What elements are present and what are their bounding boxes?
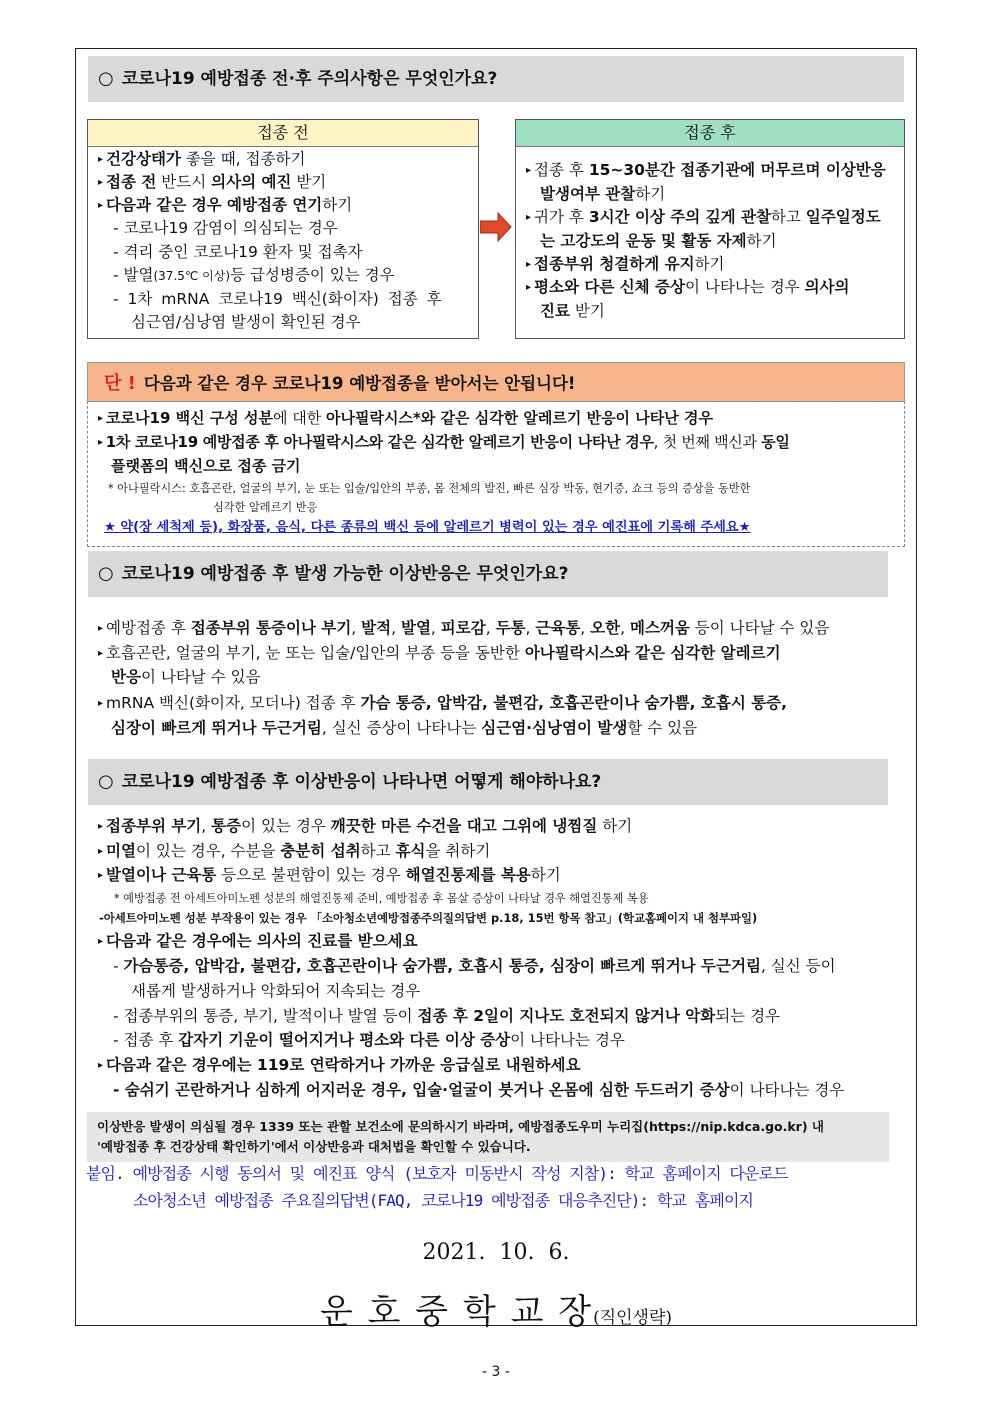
action-item-3: ▸ 발열이나 근육통 등으로 불편함이 있는 경우 해열진통제를 복용하기: [98, 866, 561, 884]
bullet-icon: ▸: [98, 846, 104, 857]
circle-marker: ○: [98, 68, 114, 89]
before-item-1: ▸ 건강상태가 좋을 때, 접종하기: [98, 150, 306, 168]
before-sub-2: - 격리 중인 코로나19 환자 및 접촉자: [113, 243, 363, 261]
action-sub-3: - 접종 후 갑자기 기운이 떨어지거나 평소와 다른 이상 증상이 나타나는 경우: [113, 1031, 625, 1049]
bullet-icon: ▸: [98, 698, 104, 709]
warning-item-2-cont: 플랫폼의 백신으로 접종 금기: [111, 457, 301, 475]
section-heading-precautions: [88, 56, 904, 102]
before-header: 접종 전: [88, 120, 478, 147]
action-item-2: ▸ 미열이 있는 경우, 수분을 충분히 섭취하고 휴식을 취하기: [98, 842, 491, 860]
reaction-item-2: ▸ 호흡곤란, 얼굴의 부기, 눈 또는 입술/입안의 부종 등을 동반한 아나필락시스와 같은 심각한 알레르기: [98, 644, 781, 662]
after-item-3: ▸ 접종부위 청결하게 유지하기: [526, 255, 725, 273]
bullet-icon: ▸: [98, 413, 104, 424]
circle-marker: ○: [98, 563, 114, 584]
bullet-icon: ▸: [98, 437, 103, 448]
reaction-item-1: ▸ 예방접종 후 접종부위 통증이나 부기, 발적, 발열, 피로감, 두통, 근육통, 오한, 메스꺼움 등이 나타날 수 있음: [98, 619, 830, 637]
reaction-item-3: ▸ mRNA 백신(화이자, 모더나) 접종 후 가슴 통증, 압박감, 불편감, 호흡곤란이나 숨가쁨, 호흡시 통증,: [98, 694, 788, 712]
signature: [0, 1284, 992, 1333]
page-number: - 3 -: [482, 1364, 510, 1380]
section-heading-what-to-do: [88, 759, 888, 805]
bullet-icon: ▸: [526, 165, 532, 176]
before-sub-4: - 1차 mRNA 코로나19 백신(화이자) 접종 후: [113, 290, 442, 308]
bullet-icon: ▸: [98, 821, 104, 832]
after-item-4-cont: 진료 받기: [540, 302, 605, 320]
action-note-1: * 예방접종 전 아세트아미노펜 성분의 해열진통제 준비, 예방접종 후 몸살 증상이 나타날 경우 해열진통제 복용: [114, 892, 649, 905]
notice-line-2: '예방접종 후 건강상태 확인하기'에서 이상반응과 대처법을 확인할 수 있습니다.: [97, 1139, 531, 1154]
action-sub-1: - 가슴통증, 압박감, 불편감, 호흡곤란이나 숨가쁨, 호흡시 통증, 심장이 빠르게 뛰거나 두근거림, 실신 등이: [113, 957, 836, 975]
action-sub-2: - 접종부위의 통증, 부기, 발적이나 발열 등이 접종 후 2일이 지나도 호전되지 않거나 악화되는 경우: [113, 1007, 781, 1025]
consultation-notice: [87, 1112, 889, 1162]
heading-text: 코로나19 예방접종 전·후 주의사항은 무엇인가요?: [121, 68, 498, 89]
bullet-icon: ▸: [98, 648, 104, 659]
bullet-icon: ▸: [526, 282, 532, 293]
warning-item-2: ▸ 1차 코로나19 예방접종 후 아나필락시스와 같은 심각한 알레르기 반응이 나타난 경우, 첫 번째 백신과 동일: [98, 433, 790, 451]
heading-text: 코로나19 예방접종 후 발생 가능한 이상반응은 무엇인가요?: [121, 563, 569, 584]
attachment-line-2: 소아청소년 예방접종 주요질의답변(FAQ, 코로나19 예방접종 대응추진단): 학교 홈페이지: [133, 1191, 754, 1210]
bullet-icon: ▸: [98, 1060, 104, 1071]
bullet-icon: ▸: [98, 200, 104, 211]
section-heading-adverse-reactions: [88, 551, 888, 597]
warning-item-1: ▸ 코로나19 백신 구성 성분에 대한 아나필락시스*와 같은 심각한 알레르기 반응이 나타난 경우: [98, 409, 713, 427]
reaction-item-2-cont: 반응이 나타날 수 있음: [111, 668, 261, 686]
before-sub-3: - 발열(37.5℃ 이상)등 급성병증이 있는 경우: [113, 266, 395, 284]
bullet-icon: ▸: [98, 936, 104, 947]
allergy-history-notice: ★ 약(장 세척제 등), 화장품, 음식, 다른 종류의 백신 등에 알레르기 병력이 있는 경우 예진표에 기록해 주세요★: [104, 520, 751, 535]
action-item-4: ▸ 다음과 같은 경우에는 의사의 진료를 받으세요: [98, 932, 418, 950]
seal-omitted-note: (직인생략): [593, 1308, 673, 1328]
document-date: 2021. 10. 6.: [422, 1240, 570, 1265]
after-item-2-cont: 는 고강도의 운동 및 활동 자제하기: [540, 232, 777, 250]
action-sub-5: - 숨쉬기 곤란하거나 심하게 어지러운 경우, 입술·얼굴이 붓거나 온몸에 심한 두드러기 증상이 나타나는 경우: [113, 1081, 845, 1099]
bullet-icon: ▸: [526, 259, 532, 270]
bullet-icon: ▸: [98, 623, 104, 634]
after-item-1: ▸ 접종 후 15~30분간 접종기관에 머무르며 이상반응: [526, 161, 886, 179]
action-note-2: -아세트아미노펜 성분 부작용이 있는 경우 「소아청소년예방접종주의질의답변 p.18, 15번 항목 참고」(학교홈페이지 내 첨부파일): [99, 911, 758, 925]
circle-marker: ○: [98, 771, 114, 792]
after-item-2: ▸ 귀가 후 3시간 이상 주의 깊게 관찰하고 일주일정도: [526, 208, 881, 226]
warning-heading: [87, 362, 905, 402]
bullet-icon: ▸: [98, 870, 104, 881]
action-sub-1-cont: 새롭게 발생하거나 악화되어 지속되는 경우: [131, 982, 421, 1000]
right-arrow-icon: [480, 212, 512, 242]
notice-line-1: 이상반응 발생이 의심될 경우 1339 또는 관할 보건소에 문의하시기 바라며, 예방접종도우미 누리집(https://nip.kdca.go.kr) 내: [97, 1119, 824, 1134]
bullet-icon: ▸: [98, 154, 104, 165]
warning-mark: 단 !: [104, 373, 136, 394]
action-item-5: ▸ 다음과 같은 경우에는 119로 연락하거나 가까운 응급실로 내원하세요: [98, 1056, 581, 1074]
after-header: 접종 후: [516, 120, 904, 147]
heading-text: 코로나19 예방접종 후 이상반응이 나타나면 어떻게 해야하나요?: [121, 771, 602, 792]
after-item-1-cont: 발생여부 관찰하기: [540, 185, 666, 203]
action-item-1: ▸ 접종부위 부기, 통증이 있는 경우 깨끗한 마른 수건을 대고 그위에 냉찜질 하기: [98, 817, 633, 835]
before-sub-1: - 코로나19 감염이 의심되는 경우: [113, 219, 338, 237]
bullet-icon: ▸: [98, 177, 104, 188]
bullet-icon: ▸: [526, 212, 532, 223]
reaction-item-3-cont: 심장이 빠르게 뛰거나 두근거림, 실신 증상이 나타나는 심근염·심낭염이 발생할 수 있음: [111, 719, 698, 737]
attachment-line-1: 붙임. 예방접종 시행 동의서 및 예진표 양식 (보호자 미동반시 작성 지참): 학교 홈페이지 다운로드: [86, 1164, 788, 1183]
before-item-2: ▸ 접종 전 반드시 의사의 예진 받기: [98, 173, 327, 191]
warning-title: 다음과 같은 경우 코로나19 예방접종을 받아서는 안됩니다!: [143, 374, 576, 393]
before-item-3: ▸ 다음과 같은 경우 예방접종 연기하기: [98, 196, 353, 214]
principal-name: 운 호 중 학 교 장: [319, 1292, 594, 1332]
after-item-4: ▸ 평소와 다른 신체 증상이 나타나는 경우 의사의: [526, 278, 850, 296]
before-sub-4-cont: 심근염/심낭염 발생이 확인된 경우: [131, 313, 361, 331]
warning-footnote: * 아나필락시스: 호흡곤란, 얼굴의 부기, 눈 또는 입술/입안의 부종, 몸 전체의 발진, 빠른 심장 박동, 현기증, 쇼크 등의 증상을 동반한: [108, 482, 751, 495]
warning-footnote-cont: 심각한 알레르기 반응: [213, 501, 318, 514]
